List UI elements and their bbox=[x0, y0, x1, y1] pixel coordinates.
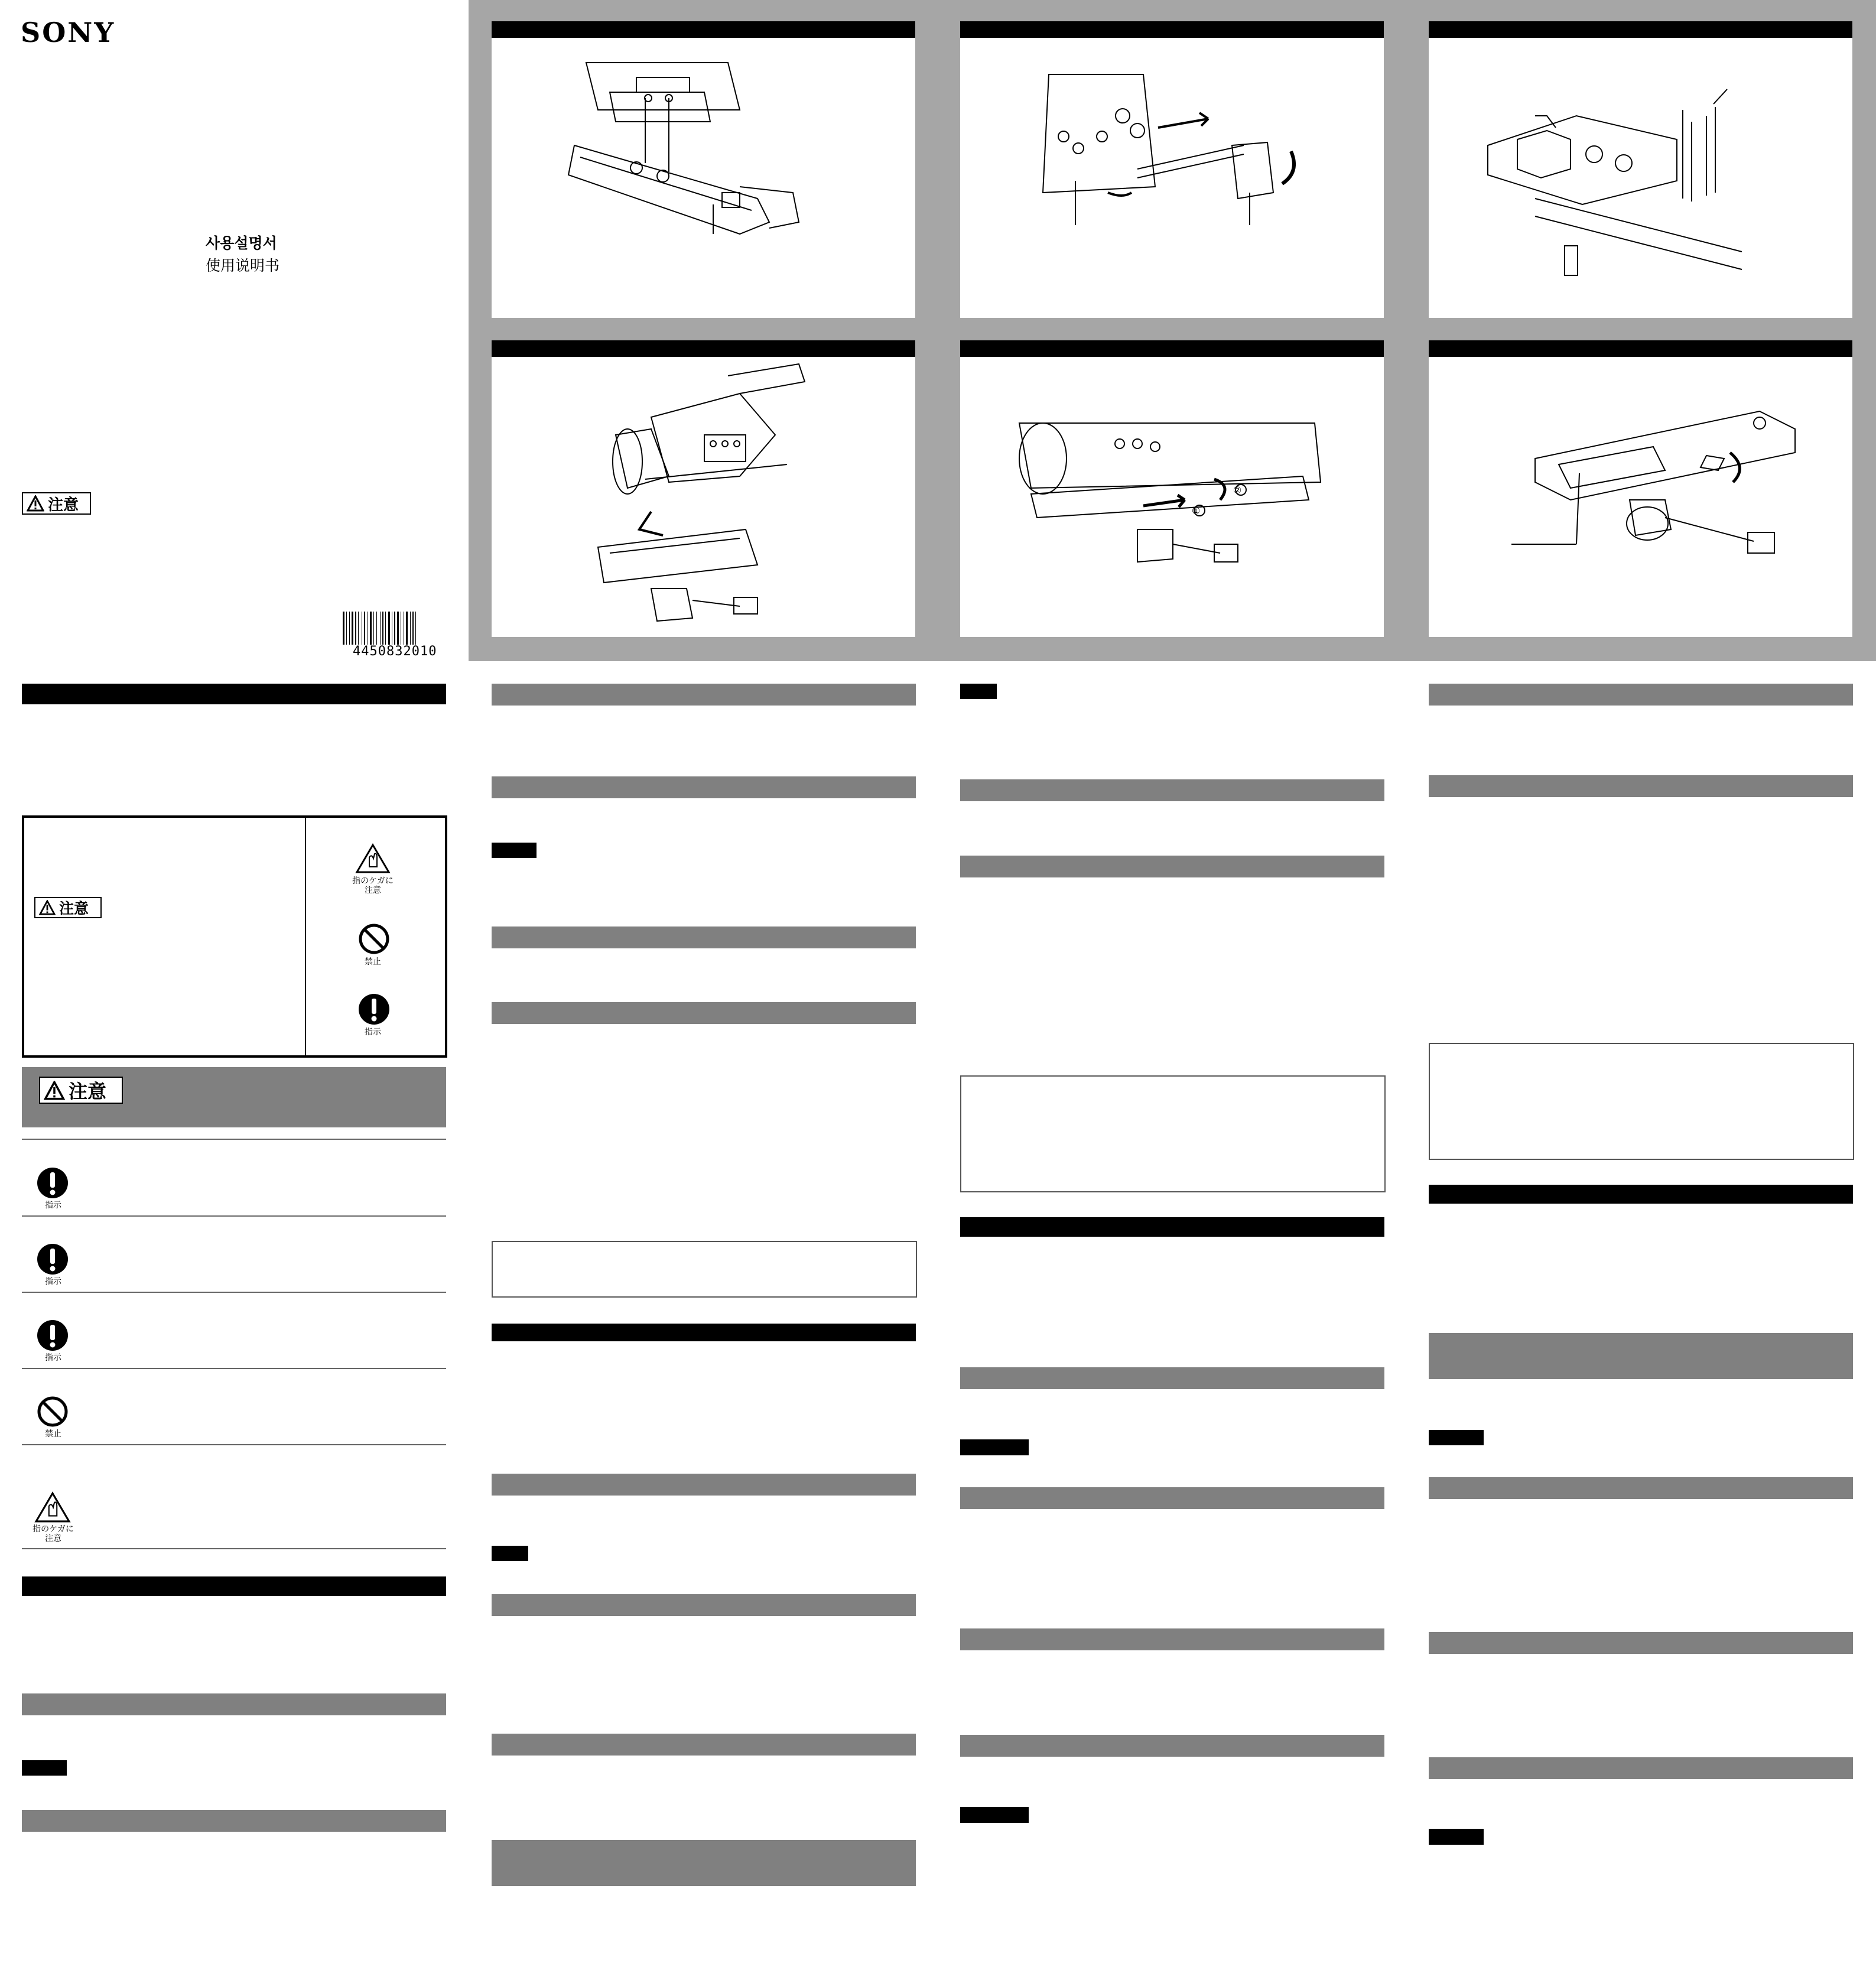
note-tag bbox=[1429, 1829, 1484, 1845]
barcode-bar bbox=[385, 612, 386, 645]
subsection-bar bbox=[1429, 1632, 1853, 1654]
section-header-bar bbox=[22, 1576, 446, 1596]
instruction-icon bbox=[37, 1243, 69, 1275]
subsection-bar bbox=[492, 1594, 916, 1616]
barcode-bar bbox=[376, 612, 377, 645]
barcode-bar bbox=[343, 612, 344, 645]
barcode-bar bbox=[388, 612, 390, 645]
finger-injury-label: 指のケガに 注意 bbox=[352, 876, 394, 895]
note-tag bbox=[960, 684, 997, 699]
cover-caution-badge bbox=[22, 492, 91, 515]
prohibited-icon bbox=[358, 923, 390, 955]
divider bbox=[22, 1368, 446, 1369]
warning-triangle-icon bbox=[27, 495, 44, 512]
section-header-bar bbox=[1429, 1185, 1853, 1204]
cover-caution-label: 注意 bbox=[48, 496, 79, 514]
barcode-bar bbox=[397, 612, 399, 645]
subsection-bar bbox=[1429, 1333, 1853, 1379]
banner-caution-badge bbox=[39, 1077, 123, 1104]
caution-symbol-table bbox=[22, 815, 447, 1058]
barcode bbox=[343, 612, 446, 645]
subsection-bar bbox=[1429, 1757, 1853, 1779]
shoulder-pad-slide-illustration bbox=[960, 21, 1384, 318]
subsection-bar bbox=[960, 1367, 1384, 1389]
table-caution-badge bbox=[34, 897, 102, 918]
barcode-bar bbox=[394, 612, 395, 645]
row-4-label: 禁止 bbox=[45, 1429, 61, 1439]
barcode-bar bbox=[364, 612, 365, 645]
note-tag bbox=[960, 1439, 1029, 1455]
subsection-bar bbox=[492, 1734, 916, 1756]
barcode-bar bbox=[370, 612, 372, 645]
divider bbox=[22, 1444, 446, 1445]
barcode-bar bbox=[410, 612, 411, 645]
instruction-label: 指示 bbox=[365, 1028, 381, 1037]
subsection-bar bbox=[492, 1840, 916, 1886]
divider bbox=[22, 1139, 446, 1140]
subsection-bar bbox=[1429, 684, 1853, 706]
screws-plate-illustration bbox=[1429, 21, 1852, 318]
barcode-bar bbox=[346, 612, 347, 645]
note-tag bbox=[492, 843, 537, 858]
barcode-bar bbox=[382, 612, 383, 645]
barcode-number: 4450832010 bbox=[353, 644, 437, 659]
barcode-bar bbox=[373, 612, 374, 645]
title-korean: 사용설명서 bbox=[206, 235, 277, 252]
barcode-bar bbox=[406, 612, 408, 645]
subsection-bar bbox=[492, 776, 916, 798]
figure-panel-6 bbox=[1429, 340, 1852, 637]
barcode-bar bbox=[415, 612, 416, 645]
camera-lock-lever-illustration bbox=[960, 340, 1384, 637]
row-5-label: 指のケガに 注意 bbox=[32, 1524, 74, 1543]
note-tag bbox=[492, 1546, 528, 1561]
subsection-bar bbox=[22, 1810, 446, 1832]
row-1-label: 指示 bbox=[45, 1201, 61, 1210]
subsection-bar bbox=[22, 1693, 446, 1715]
figure-panel-4 bbox=[492, 340, 915, 637]
section-header-bar bbox=[492, 1324, 916, 1341]
note-tag bbox=[1429, 1430, 1484, 1445]
subsection-bar bbox=[492, 684, 916, 706]
section-header-bar bbox=[960, 1217, 1384, 1237]
caution-table-divider bbox=[305, 818, 306, 1055]
banner-caution-label: 注意 bbox=[69, 1080, 107, 1103]
instruction-icon bbox=[37, 1319, 69, 1351]
finger-injury-icon bbox=[355, 843, 391, 874]
subsection-bar bbox=[960, 856, 1384, 877]
instruction-icon bbox=[37, 1167, 69, 1199]
note-tag bbox=[960, 1807, 1029, 1823]
prohibited-label: 禁止 bbox=[365, 957, 381, 967]
figure-panel-3 bbox=[1429, 21, 1852, 318]
barcode-bar bbox=[358, 612, 359, 645]
note-box bbox=[492, 1241, 917, 1298]
divider bbox=[22, 1548, 446, 1549]
finger-injury-icon bbox=[34, 1491, 71, 1523]
subsection-bar bbox=[1429, 775, 1853, 797]
subsection-bar bbox=[960, 779, 1384, 801]
sony-logo: SONY bbox=[21, 17, 116, 48]
step-marker-1: ① bbox=[1191, 505, 1201, 516]
table-caution-label: 注意 bbox=[59, 900, 89, 917]
barcode-bar bbox=[412, 612, 414, 645]
instruction-icon bbox=[358, 993, 390, 1025]
barcode-bar bbox=[355, 612, 356, 645]
divider bbox=[22, 1215, 446, 1217]
row-2-label: 指示 bbox=[45, 1277, 61, 1286]
barcode-bar bbox=[380, 612, 381, 645]
subsection-bar bbox=[960, 1628, 1384, 1650]
section-header-bar bbox=[22, 684, 446, 704]
note-box bbox=[1429, 1043, 1854, 1160]
subsection-bar bbox=[492, 927, 916, 948]
subsection-bar bbox=[1429, 1477, 1853, 1499]
warning-triangle-icon bbox=[39, 900, 56, 915]
note-tag bbox=[22, 1760, 67, 1776]
barcode-bar bbox=[349, 612, 350, 645]
barcode-bar bbox=[352, 612, 353, 645]
prohibited-icon bbox=[37, 1396, 69, 1428]
subsection-bar bbox=[960, 1487, 1384, 1509]
warning-triangle-icon bbox=[44, 1081, 65, 1100]
tripod-adapter-illustration bbox=[1429, 340, 1852, 637]
figure-panel-2 bbox=[960, 21, 1384, 318]
figure-panel-1 bbox=[492, 21, 915, 318]
divider bbox=[22, 1292, 446, 1293]
row-3-label: 指示 bbox=[45, 1353, 61, 1363]
subsection-bar bbox=[492, 1002, 916, 1024]
subsection-bar bbox=[960, 1735, 1384, 1757]
note-box bbox=[960, 1075, 1386, 1192]
title-chinese: 使用说明书 bbox=[206, 257, 280, 274]
step-marker-2: ② bbox=[1233, 485, 1242, 496]
figure-panel-5 bbox=[960, 340, 1384, 637]
camera-rear-plate-illustration bbox=[492, 21, 915, 318]
subsection-bar bbox=[492, 1474, 916, 1496]
camera-mount-tripod-illustration bbox=[492, 340, 915, 637]
